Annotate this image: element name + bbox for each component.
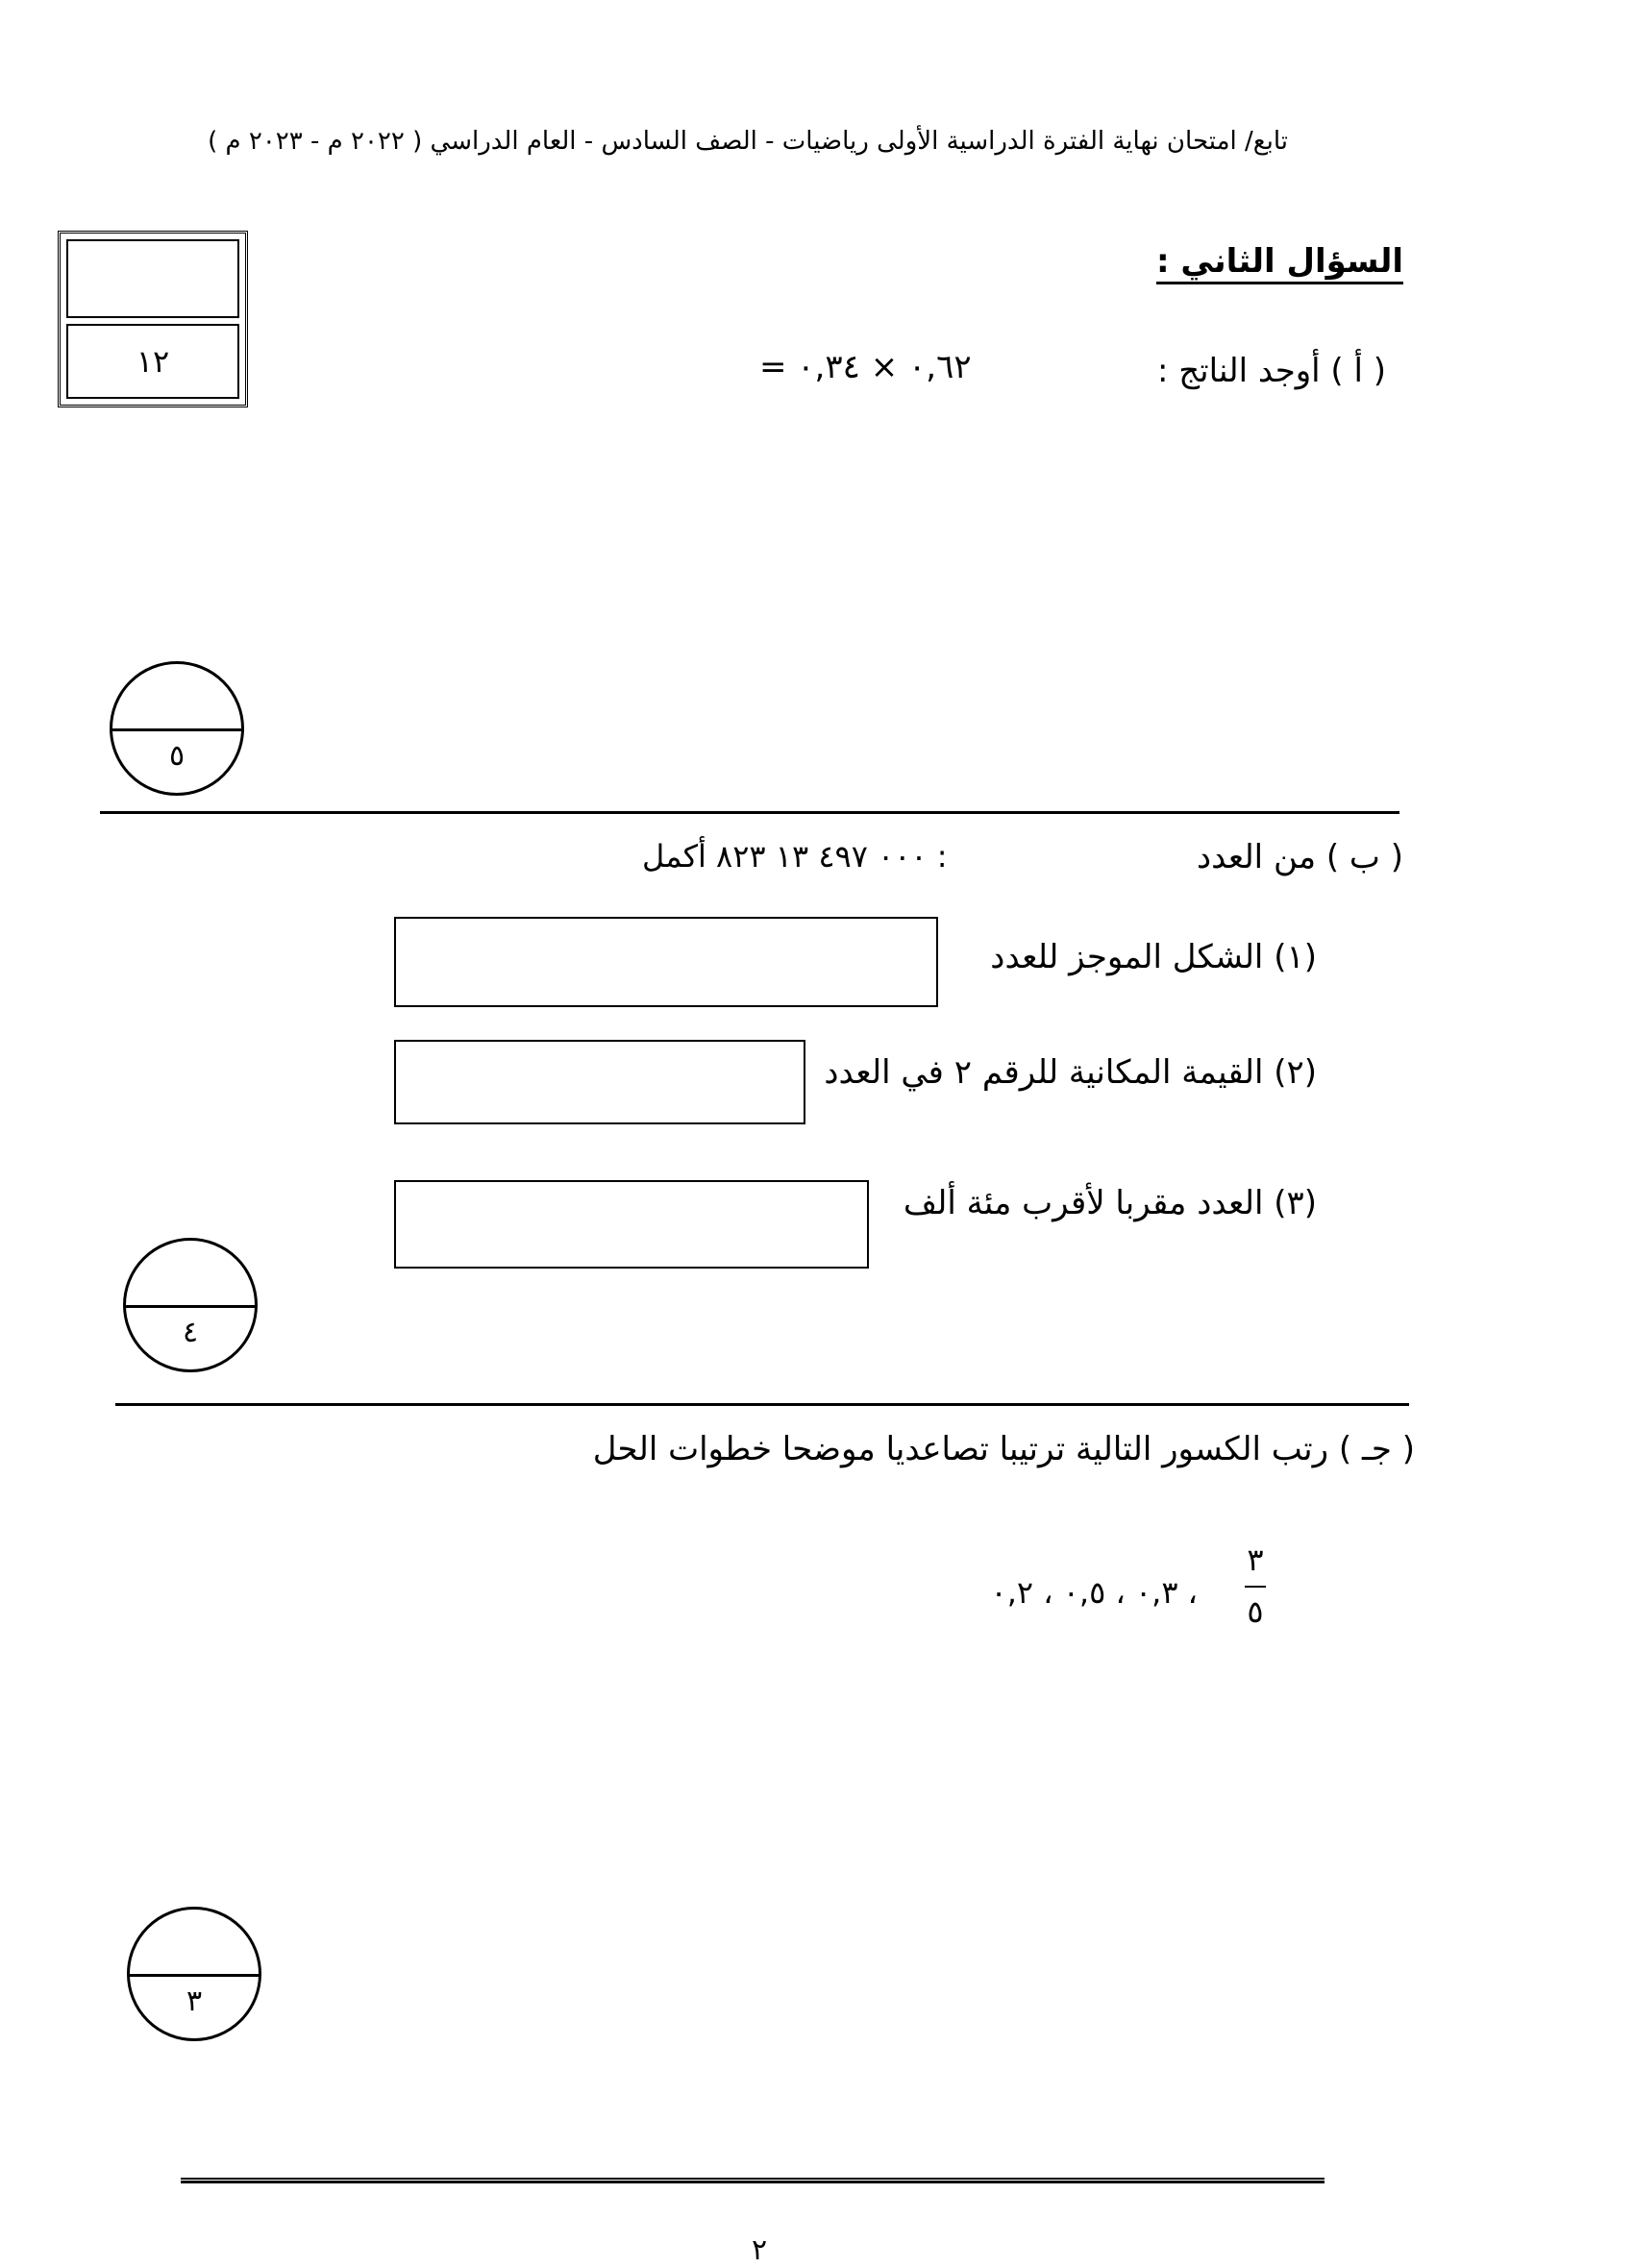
question-title: السؤال الثاني : [1156, 242, 1403, 281]
part-a-expression [759, 348, 972, 386]
part-c-label: ( جـ ) رتب الكسور التالية ترتيبا تصاعديا موضحا خطوات الحل [592, 1430, 1415, 1468]
section-divider-1 [100, 811, 1399, 814]
part-b-complete: أكمل : [642, 838, 948, 875]
part-b-number-text: ٠٠٠ ٤٩٧ ١٣ ٨٢٣ [716, 838, 928, 875]
part-c-mark-circle [127, 1907, 261, 2041]
score-blank-cell [66, 239, 239, 318]
exam-header: تابع/ امتحان نهاية الفترة الدراسية الأولى رياضيات - الصف السادس - العام الدراسي ( ٢٠٢٢ م - ٢٠٢٣ م ) [208, 127, 1288, 156]
answer-box-2[interactable] [394, 1040, 805, 1124]
circle-divider [130, 1974, 259, 1977]
fraction-bar [1245, 1586, 1266, 1588]
answer-box-3[interactable] [394, 1180, 869, 1269]
part-b-item-3: (٣) العدد مقربا لأقرب مئة ألف [903, 1184, 1317, 1222]
fraction-numerator: ٣ [1247, 1541, 1264, 1578]
part-b-item-1: (١) الشكل الموجز للعدد [990, 938, 1317, 976]
decimal-list: ٠,٣ ، ٠,٥ ، ٠,٢ ، [990, 1574, 1198, 1611]
part-a-label: ( أ ) أوجد الناتج : [1156, 352, 1386, 390]
circle-divider [112, 728, 241, 731]
section-divider-2 [115, 1403, 1409, 1406]
answer-box-1[interactable] [394, 917, 938, 1007]
expression-text: ٠,٦٢ × ٠,٣٤ = [759, 348, 972, 386]
part-b-mark: ٤ [182, 1316, 199, 1349]
fraction-three-fifths [1236, 1541, 1275, 1630]
part-b-label: ( ب ) من العدد [1196, 838, 1403, 876]
part-b-number [642, 838, 961, 875]
score-total-cell: ١٢ [66, 324, 239, 399]
part-c-mark: ٣ [186, 1984, 203, 2018]
page-number: ٢ [751, 2233, 768, 2267]
fraction-denominator: ٥ [1247, 1593, 1264, 1630]
part-a-mark: ٥ [168, 739, 186, 773]
part-a-mark-circle [110, 661, 244, 796]
footer-rule [181, 2178, 1325, 2183]
part-b-mark-circle [123, 1238, 258, 1372]
circle-divider [126, 1305, 255, 1308]
total-score-box [58, 231, 248, 407]
part-b-item-2: (٢) القيمة المكانية للرقم ٢ في العدد [824, 1053, 1317, 1092]
